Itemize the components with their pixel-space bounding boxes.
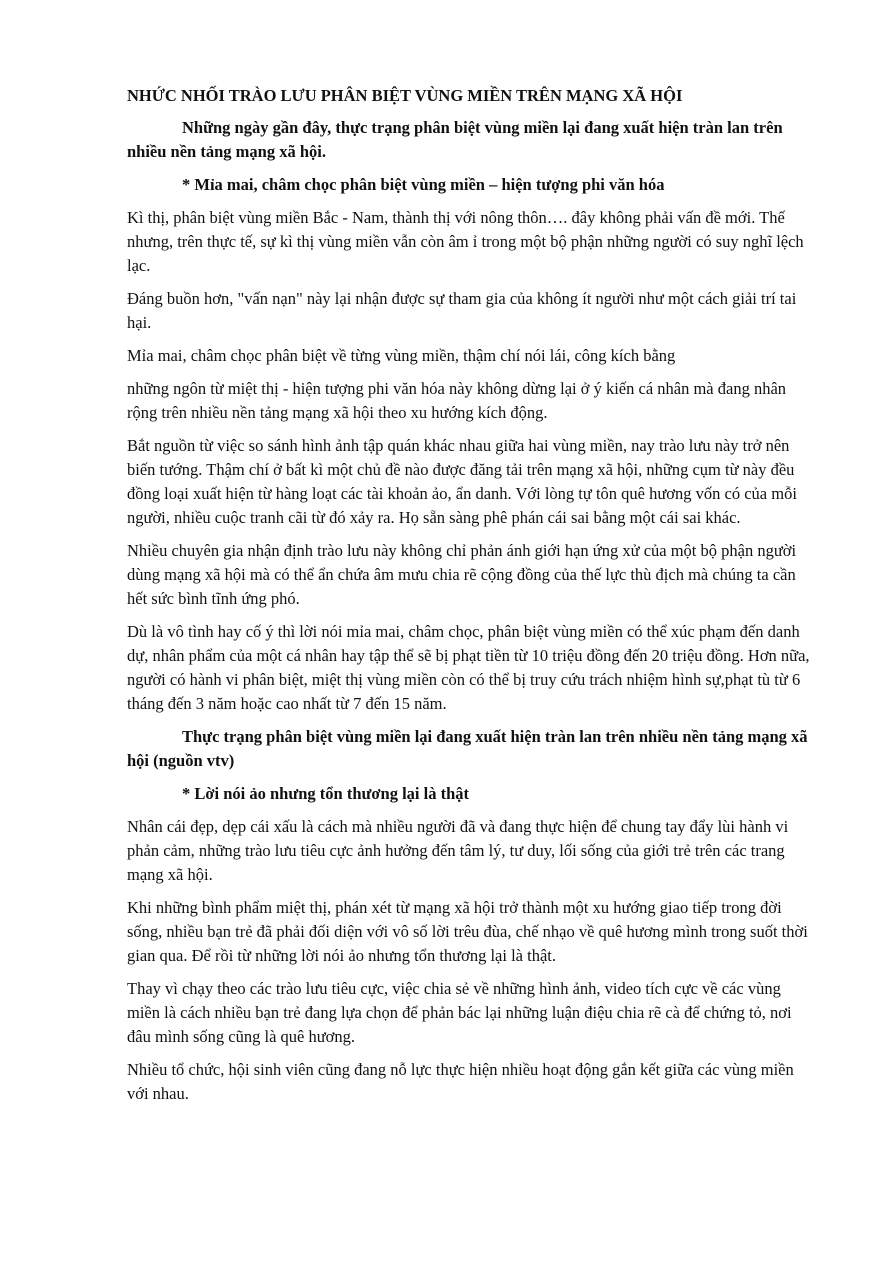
body-paragraph: Nhiều chuyên gia nhận định trào lưu này không chỉ phản ánh giới hạn ứng xử của một bộ phận người dùng mạng xã hội mà có thể ẩn chứa âm mưu chia rẽ cộng đồng của thế lực thù địch mà chúng ta cần hết sức bình tĩnh ứng phó. bbox=[127, 541, 797, 608]
section-heading-2: * Lời nói ảo nhưng tổn thương lại là thật bbox=[182, 784, 470, 803]
body-paragraph: những ngôn từ miệt thị - hiện tượng phi văn hóa này không dừng lại ở ý kiến cá nhân mà đang nhân rộng trên nhiều nền tảng mạng xã hội theo xu hướng kích động. bbox=[127, 379, 787, 422]
document-body bbox=[127, 84, 811, 1115]
body-paragraph: Mỉa mai, châm chọc phân biệt về từng vùng miền, thậm chí nói lái, công kích bằng bbox=[127, 346, 676, 365]
document-title: NHỨC NHỐI TRÀO LƯU PHÂN BIỆT VÙNG MIỀN TRÊN MẠNG XÃ HỘI bbox=[127, 86, 683, 105]
body-paragraph: Đáng buồn hơn, "vấn nạn" này lại nhận được sự tham gia của không ít người như một cách giải trí tai hại. bbox=[127, 289, 797, 332]
image-caption: Thực trạng phân biệt vùng miền lại đang xuất hiện tràn lan trên nhiều nền tảng mạng xã hội (nguồn vtv) bbox=[127, 727, 808, 770]
body-paragraph: Bắt nguồn từ việc so sánh hình ảnh tập quán khác nhau giữa hai vùng miền, nay trào lưu này trở nên biến tướng. Thậm chí ở bất kì một chủ đề nào được đăng tải trên mạng xã hội, những cụm từ này đều đồng loại xuất hiện từ hàng loạt các tài khoản ảo, ẩn danh. Với lòng tự tôn quê hương vốn có của mỗi người, nhiều cuộc tranh cãi từ đó xảy ra. Họ sẵn sàng phê phán cái sai bằng một cái sai khác. bbox=[127, 436, 797, 527]
lead-paragraph: Những ngày gần đây, thực trạng phân biệt vùng miền lại đang xuất hiện tràn lan trên nhiều nền tảng mạng xã hội. bbox=[127, 118, 783, 161]
body-paragraph: Khi những bình phẩm miệt thị, phán xét từ mạng xã hội trở thành một xu hướng giao tiếp trong đời sống, nhiều bạn trẻ đã phải đối diện với vô số lời trêu đùa, chế nhạo về quê hương mình trong suốt thời gian qua. Để rồi từ những lời nói ảo nhưng tổn thương lại là thật. bbox=[127, 898, 808, 965]
body-paragraph: Kì thị, phân biệt vùng miền Bắc - Nam, thành thị với nông thôn…. đây không phải vấn đề mới. Thế nhưng, trên thực tế, sự kì thị vùng miền vẫn còn âm ỉ trong một bộ phận những người có suy nghĩ lệch lạc. bbox=[127, 208, 804, 275]
body-paragraph: Dù là vô tình hay cố ý thì lời nói mỉa mai, châm chọc, phân biệt vùng miền có thể xúc phạm đến danh dự, nhân phẩm của một cá nhân hay tập thể sẽ bị phạt tiền từ 10 triệu đồng đến 20 triệu đồng. Hơn nữa, người có hành vi phân biệt, miệt thị vùng miền còn có thể bị truy cứu trách nhiệm hình sự,phạt tù từ 6 tháng đến 3 năm hoặc cao nhất từ 7 đến 15 năm. bbox=[127, 622, 810, 713]
section-heading-1: * Mỉa mai, châm chọc phân biệt vùng miền – hiện tượng phi văn hóa bbox=[182, 175, 665, 194]
body-paragraph: Nhân cái đẹp, dẹp cái xấu là cách mà nhiều người đã và đang thực hiện để chung tay đẩy lùi hành vi phản cảm, những trào lưu tiêu cực ảnh hưởng đến tâm lý, tư duy, lối sống của giới trẻ trên các trang mạng xã hội. bbox=[127, 817, 789, 884]
body-paragraph: Nhiều tổ chức, hội sinh viên cũng đang nỗ lực thực hiện nhiều hoạt động gắn kết giữa các vùng miền với nhau. bbox=[127, 1060, 794, 1103]
body-paragraph: Thay vì chạy theo các trào lưu tiêu cực, việc chia sẻ về những hình ảnh, video tích cực về các vùng miền là cách nhiều bạn trẻ đang lựa chọn để phản bác lại những luận điệu chia rẽ cà để chứng tỏ, nơi đâu mình sống cũng là quê hương. bbox=[127, 979, 792, 1046]
